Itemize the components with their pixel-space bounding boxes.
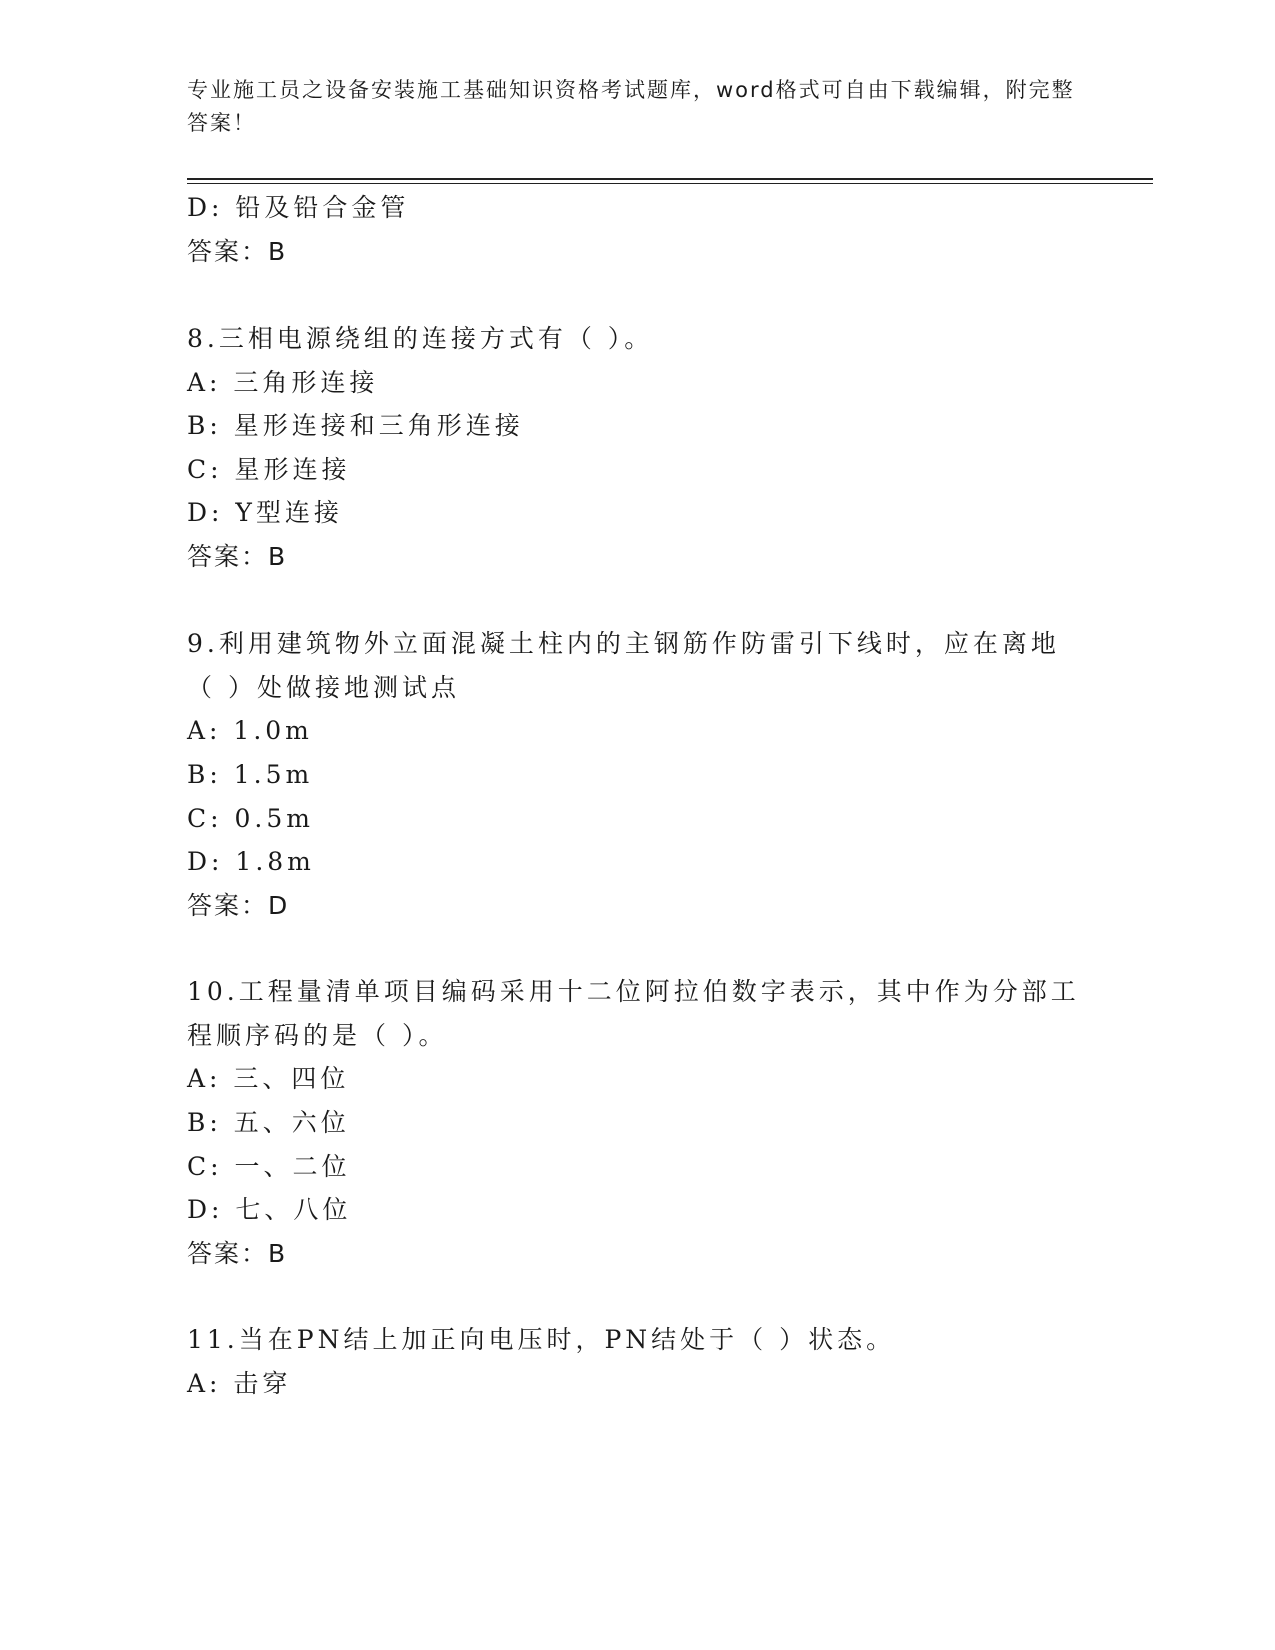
q8-option-c: C: 星形连接 xyxy=(187,455,351,484)
q11-question: 11.当在PN结上加正向电压时，PN结处于（ ）状态。 xyxy=(187,1325,896,1354)
q7-answer: 答案：B xyxy=(187,237,288,266)
q9-answer: 答案：D xyxy=(187,891,290,920)
q9-option-a: A: 1.0m xyxy=(187,716,313,745)
q9-question-line2: （ ）处做接地测试点 xyxy=(187,673,460,702)
q8-question: 8.三相电源绕组的连接方式有（ ）。 xyxy=(187,324,654,353)
q8-option-d: D: Y型连接 xyxy=(187,498,343,527)
q10-option-b: B: 五、六位 xyxy=(187,1108,350,1137)
q10-question-line1: 10.工程量清单项目编码采用十二位阿拉伯数字表示，其中作为分部工 xyxy=(187,977,1080,1006)
q9-option-d: D: 1.8m xyxy=(187,847,315,876)
q10-option-a: A: 三、四位 xyxy=(187,1064,350,1093)
q9-option-b: B: 1.5m xyxy=(187,760,314,789)
q10-question-line2: 程顺序码的是（ ）。 xyxy=(187,1021,448,1050)
q10-option-d: D: 七、八位 xyxy=(187,1195,352,1224)
q11-option-a: A: 击穿 xyxy=(187,1369,292,1398)
q10-answer: 答案：B xyxy=(187,1239,288,1268)
document-header-intro: 专业施工员之设备安装施工基础知识资格考试题库，word格式可自由下载编辑，附完整答案！ xyxy=(187,78,1075,135)
header-divider-thin xyxy=(187,183,1153,184)
q9-question-line1: 9.利用建筑物外立面混凝土柱内的主钢筋作防雷引下线时，应在离地 xyxy=(187,629,1060,658)
q9-option-c: C: 0.5m xyxy=(187,804,314,833)
header-divider-thick xyxy=(187,178,1153,180)
q8-option-a: A: 三角形连接 xyxy=(187,368,379,397)
q8-option-b: B: 星形连接和三角形连接 xyxy=(187,411,524,440)
q7-option-d: D: 铅及铅合金管 xyxy=(187,193,410,222)
q10-option-c: C: 一、二位 xyxy=(187,1152,351,1181)
q8-answer: 答案：B xyxy=(187,542,288,571)
